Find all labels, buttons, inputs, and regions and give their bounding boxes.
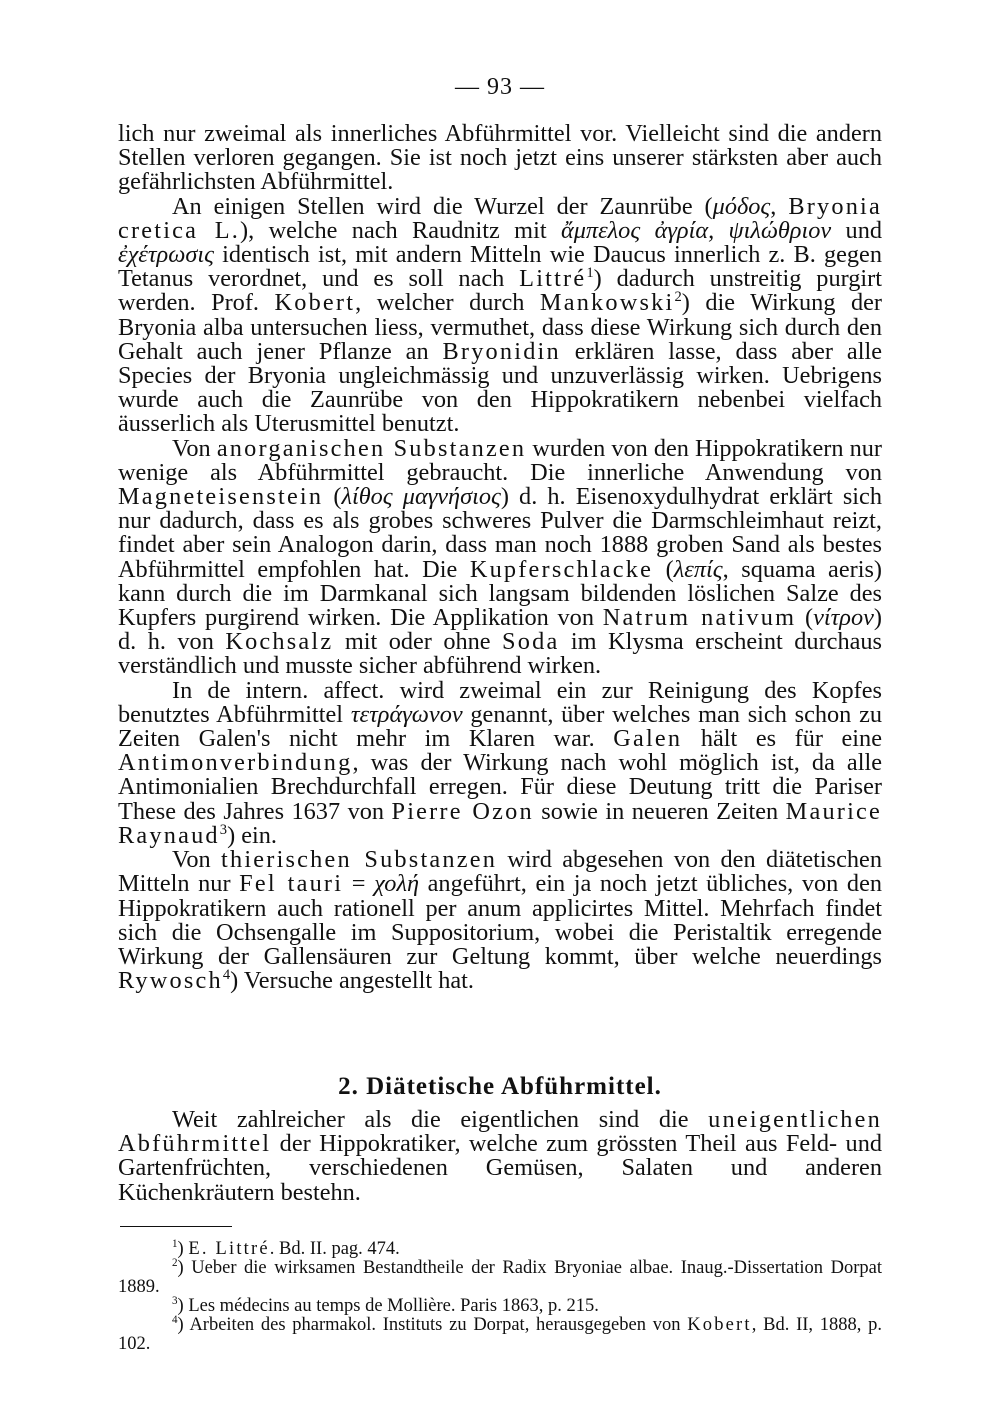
footnotes [118, 1237, 882, 1354]
footnote-divider [120, 1226, 232, 1227]
footnote: $^4$) Arbeiten des pharmakol. Instituts zu Dorpat, herausgegeben von Kobert, Bd. II, 1888, p. 102. [118, 1313, 882, 1354]
footnote-ref: 1 [586, 265, 594, 282]
footnote-ref: 2 [674, 289, 682, 306]
paragraph: Weit zahlreicher als die eigentlichen sind die uneigentlichen Abführmittel der Hippokratiker, welche zum grössten Theil aus Feld- und Gartenfrüchten, verschiedenen Gemüsen, Salaten und anderen Küchenkräutern bestehn. [118, 1106, 882, 1206]
footnote: $^2$) Ueber die wirksamen Bestandtheile der Radix Bryoniae albae. Inaug.-Dissertation Dorpat 1889. [118, 1256, 882, 1297]
paragraph: Von anorganischen Substanzen wurden von den Hippokratikern nur wenige als Abführmittel gebraucht. Die innerliche Anwendung von Magneteisenstein (λίθος μαγνήσιος) d. h. Eisenoxydulhydrat erklärt sich nur dadurch, dass es als grobes schweres Pulver die Darmschleimhaut reizt, findet aber sein Analogon darin, dass man noch 1888 groben Sand als bestes Abführmittel empfohlen hat. Die Kupferschlacke (λεπίς, squama aeris) kann durch die im Darmkanal sich langsam bildenden löslichen Salze des Kupfers purgirend wirken. Die Applikation von Natrum nativum (νίτρον) d. h. von Kochsalz mit oder ohne Soda im Klysma erscheint durchaus verständlich und musste sicher abführend wirken. [118, 434, 882, 680]
main-text [118, 122, 882, 993]
section-text [118, 1108, 882, 1205]
footnote-ref: 3 [219, 821, 228, 838]
page-number: — 93 — [455, 74, 545, 100]
footnote: $^3$) Les médecins au temps de Mollière. Paris 1863, p. 215. [172, 1294, 599, 1316]
footnote: $^1$) E. Littré. Bd. II. pag. 474. [172, 1237, 400, 1259]
paragraph: Von thierischen Substanzen wird abgesehen von den diätetischen Mitteln nur Fel tauri = χολή angeführt, ein ja noch jetzt übliches, von den Hippokratikern auch rationell per anum applicirtes Mittel. Mehrfach findet sich die Ochsengalle im Suppositorium, wobei die Peristaltik erregende Wirkung der Gallensäuren zur Geltung kommt, über welche neuerdings Rywosch$^4$) Versuche angestellt hat. [118, 846, 882, 995]
paragraph: An einigen Stellen wird die Wurzel der Zaunrübe (μόδος, Bryonia cretica L.), welche nach Raudnitz mit ἄμπελος ἀγρία, ψιλώθριον und ἐχέτρωσις identisch ist, mit andern Mitteln wie Daucus innerlich z. B. gegen Tetanus verordnet, und es soll nach Littré$^1$) dadurch unstreitig purgirt werden. Prof. Kobert, welcher durch Mankowski$^2$) die Wirkung der Bryonia alba untersuchen liess, vermuthet, dass diese Wirkung sich durch den Gehalt auch jener Pflanze an Bryonidin erklären lasse, dass aber alle Species der Bryonia ungleichmässig und unzuverlässig wirken. Uebrigens wurde auch die Zaunrübe von den Hippokratikern nebenbei vielfach äusserlich als Uterusmittel benutzt. [118, 192, 882, 438]
paragraph: In de intern. affect. wird zweimal ein zur Reinigung des Kopfes benutztes Abführmittel τετράγωνον genannt, über welches man sich schon zu Zeiten Galen's nicht mehr im Klaren war. Galen hält es für eine Antimonverbindung, was der Wirkung nach wohl möglich ist, da alle Antimonialien Brechdurchfall erregen. Für diese Deutung tritt die Pariser These des Jahres 1637 von Pierre Ozon sowie in neueren Zeiten Maurice Raynaud$^3$) ein. [118, 676, 883, 849]
footnote-ref: 4 [222, 967, 231, 984]
section-heading: 2. Diätetische Abführmittel. [338, 1073, 662, 1100]
paragraph: lich nur zweimal als innerliches Abführmittel vor. Vielleicht sind die andern Stellen verloren gegangen. Sie ist noch jetzt eins unserer stärksten aber auch gefährlichsten Abführmittel. [118, 120, 882, 196]
